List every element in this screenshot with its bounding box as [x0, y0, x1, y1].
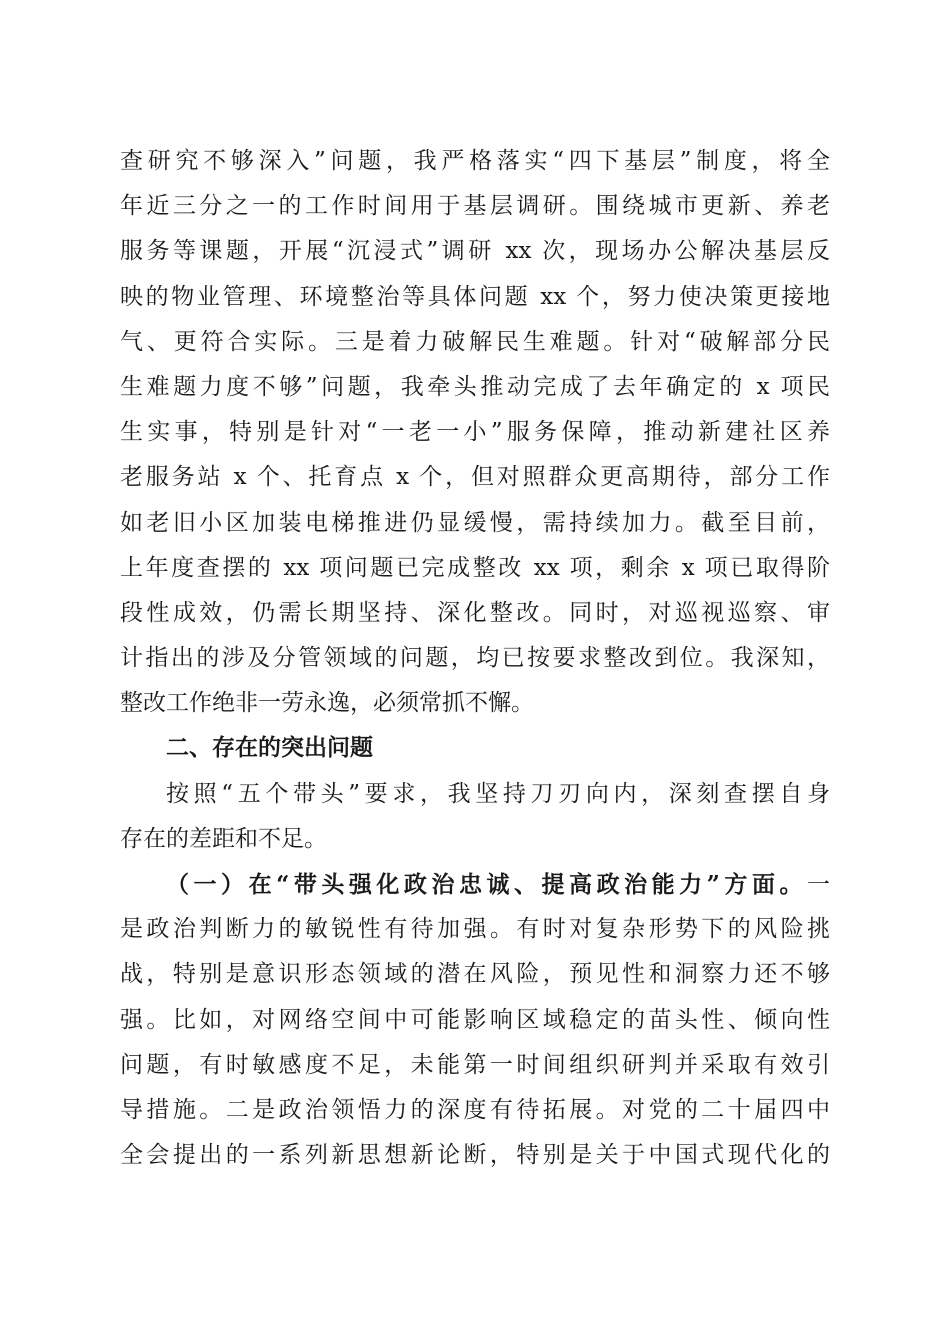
text-line: 查研究不够深入”问题，我严格落实“四下基层”制度，将全 — [120, 148, 830, 174]
text-line: 按照“五个带头”要求，我坚持刀刃向内，深刻查摆自身 — [166, 780, 830, 807]
text-line: 服务等课题，开展“沉浸式”调研 xx 次，现场办公解决基层反 — [120, 238, 830, 265]
text-line: 生难题力度不够”问题，我牵头推动完成了去年确定的 x 项民 — [120, 373, 830, 400]
text-line: 年近三分之一的工作时间用于基层调研。围绕城市更新、养老 — [120, 193, 830, 220]
text-line: 上年度查摆的 xx 项问题已完成整改 xx 项，剩余 x 项已取得阶 — [120, 554, 830, 581]
paragraph-rectification — [120, 139, 830, 726]
text-line: 如老旧小区加装电梯推进仍显缓慢，需持续加力。截至目前， — [120, 509, 830, 536]
text-line: 段性成效，仍需长期坚持、深化整改。同时，对巡视巡察、审 — [120, 599, 830, 626]
text-line: 导措施。二是政治领悟力的深度有待拓展。对党的二十届四中 — [120, 1096, 830, 1123]
section-heading: 二、存在的突出问题 — [166, 735, 373, 762]
text-line: 问题，有时敏感度不足，未能第一时间组织研判并采取有效引 — [120, 1051, 830, 1078]
text-line: 是政治判断力的敏锐性有待加强。有时对复杂形势下的风险挑 — [120, 916, 830, 943]
text-line: 计指出的涉及分管领域的问题，均已按要求整改到位。我深知， — [120, 645, 830, 672]
paragraph-intro — [120, 772, 830, 862]
text-line: 老服务站 x 个、托育点 x 个，但对照群众更高期待，部分工作 — [120, 464, 830, 491]
paragraph-political-loyalty — [120, 862, 830, 1178]
text-line: 映的物业管理、环境整治等具体问题 xx 个，努力使决策更接地 — [120, 283, 830, 310]
text-line: 存在的差距和不足。 — [120, 825, 327, 852]
text-line-lead — [120, 862, 830, 907]
subsection-lead: （一）在“带头强化政治忠诚、提高政治能力”方面。 — [166, 871, 807, 898]
text-line: 整改工作绝非一劳永逸，必须常抓不懈。 — [120, 690, 534, 717]
text-line: 强。比如，对网络空间中可能影响区域稳定的苗头性、倾向性 — [120, 1006, 830, 1033]
lead-tail: 一 — [807, 872, 830, 898]
text-line: 生实事，特别是针对“一老一小”服务保障，推动新建社区养 — [120, 419, 830, 446]
document-page — [120, 139, 830, 1178]
text-line: 气、更符合实际。三是着力破解民生难题。针对“破解部分民 — [120, 328, 830, 355]
text-line: 战，特别是意识形态领域的潜在风险，预见性和洞察力还不够 — [120, 961, 830, 988]
text-line: 全会提出的一系列新思想新论断，特别是关于中国式现代化的 — [120, 1142, 830, 1169]
